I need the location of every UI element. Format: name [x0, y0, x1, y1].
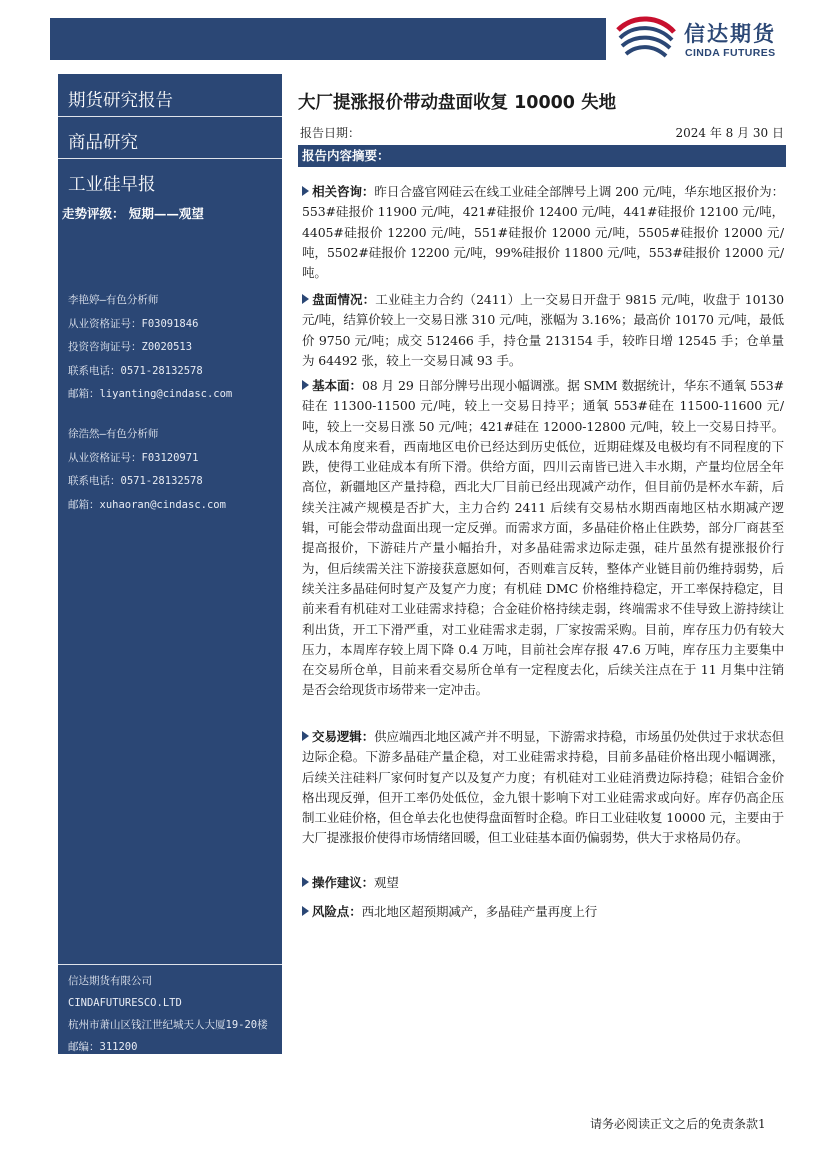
sidebar: [58, 74, 282, 1054]
section-body: 供应端西北地区减产并不明显，下游需求持稳，市场虽仍处供过于求状态但边际企稳。下游多晶硅产量企稳，对工业硅需求持稳，目前多晶硅价格出现小幅调涨，后续关注硅料厂家何时复产以及复产力度；有机硅对工业硅消费边际持稳；硅铝合金价格出现反弹，但开工率仍处低位，金九银十影响下对工业硅需求或向好。库存仍高企压制工业硅价格，但仓单去化也使得盘面暂时企稳。昨日工业硅收复 10000 元，主要由于大厂提涨报价使得市场情绪回暖，但工业硅基本面仍偏弱势，供大于求格局仍存。: [302, 729, 784, 846]
sidebar-title-report-type: 期货研究报告: [68, 91, 173, 111]
section-lead: 基本面：: [312, 378, 362, 393]
analyst-qualification: 从业资格证号：F03091846: [68, 317, 199, 330]
section-trading-logic: [302, 727, 784, 849]
section-body: 观望: [374, 875, 399, 890]
section-body: 西北地区超预期减产，多晶硅产量再度上行: [361, 904, 598, 919]
section-related-news: [302, 182, 784, 283]
sidebar-divider: [58, 964, 282, 965]
section-body: 工业硅主力合约（2411）上一交易日开盘于 9815 元/吨，收盘于 10130 元/吨，结算价较上一交易日涨 310 元/吨，涨幅为 3.16%；最高价 10170 元/吨，最低价 9750 元/吨；成交 512466 手，持仓量 213154 手，较昨日增 12545 手；仓单量为 64492 张，较上一交易日减 93 手。: [302, 292, 784, 368]
triangle-bullet-icon: [302, 294, 309, 304]
company-site: CINDAFUTURESCO.LTD: [68, 997, 182, 1009]
analyst-email: 邮箱：liyanting@cindasc.com: [68, 388, 233, 400]
sidebar-title-product: 工业硅早报: [68, 175, 156, 195]
analyst-card-2: [68, 423, 226, 517]
analyst-name: 李艳婷—有色分析师: [68, 294, 159, 306]
logo-chinese-text: 信达期货: [684, 23, 776, 46]
company-info: [68, 970, 268, 1058]
sidebar-title-category: 商品研究: [68, 133, 138, 153]
section-lead: 相关咨询：: [312, 184, 375, 199]
section-lead: 操作建议：: [312, 875, 375, 890]
report-title: 大厂提涨报价带动盘面收复 10000 失地: [298, 93, 617, 113]
trend-rating: 走势评级： 短期——观望: [62, 206, 204, 221]
company-address: 杭州市萧山区钱江世纪城天人大厦19-20楼: [68, 1019, 268, 1031]
company-name: 信达期货有限公司: [68, 975, 152, 987]
footer-disclaimer: 请务必阅读正文之后的免责条款1: [590, 1117, 766, 1131]
triangle-bullet-icon: [302, 186, 309, 196]
section-risk: [302, 902, 784, 922]
sidebar-divider: [58, 158, 282, 159]
triangle-bullet-icon: [302, 731, 309, 741]
header-banner: [50, 18, 606, 60]
report-date-value: 2024 年 8 月 30 日: [675, 126, 784, 140]
triangle-bullet-icon: [302, 877, 309, 887]
triangle-bullet-icon: [302, 906, 309, 916]
section-lead: 盘面情况：: [312, 292, 376, 307]
section-lead: 交易逻辑：: [312, 729, 375, 744]
section-body: 08 月 29 日部分牌号出现小幅调涨。据 SMM 数据统计，华东不通氧 553#硅在 11300-11500 元/吨，较上一交易日持平；通氧 553#硅在 11500-11600 元/吨，较上一交易日涨 50 元/吨；421#硅在 12000-12800 元/吨，较上一交易日持平。从成本角度来看，西南地区电价已经达到历史低位，近期硅煤及电极均有不同程度的下跌，使得工业硅成本有所下滑。供给方面，四川云南皆已进入丰水期，产量均位居全年高位，新疆地区产量持稳，西北大厂目前已经出现减产动作，但目前仍是杯水车薪，后续关注减产规模是否扩大，主力合约 2411 后续有交易枯水期西南地区枯水期减产逻辑，可能会带动盘面出现一定反弹。而需求方面，多晶硅价格止住跌势，部分厂商甚至提高报价，下游硅片产量小幅抬升，对多晶硅需求边际走强，硅片虽然有提涨报价行为，但后续需关注下游接获意愿如何，否则难言反转，整体产业链目前仍维持弱势，后续关注多晶硅何时复产及复产力度；有机硅 DMC 价格维持稳定，开工率保持稳定，目前来看有机硅对工业硅需求持稳；合金硅价格持续走弱，终端需求不佳导致上游持续让利出货，开工下滑严重，对工业硅需求走弱，厂家按需采购。目前，库存压力仍有较大压力，本周库存较上周下降 0.4 万吨，目前社会库存报 47.6 万吨，库存压力主要集中在交易所仓单，目前来看交易所仓单有一定程度去化，后续关注点在于 11 月集中注销是否会给现货市场带来一定冲击。: [302, 378, 784, 698]
logo-english-text: CINDA FUTURES: [685, 47, 776, 59]
summary-header: 报告内容摘要：: [298, 145, 786, 167]
analyst-card-1: [68, 289, 232, 407]
section-lead: 风险点：: [312, 904, 362, 919]
section-body: 昨日合盛官网硅云在线工业硅全部牌号上调 200 元/吨，华东地区报价为：553#硅报价 11900 元/吨，421#硅报价 12400 元/吨，441#硅报价 12100 元/吨，4405#硅报价 12200 元/吨，551#硅报价 12000 元/吨，5505#硅报价 12000 元/吨，5502#硅报价 12200 元/吨，99%硅报价 11800 元/吨，553#硅报价 12000 元/吨。: [302, 184, 784, 281]
cinda-logo-icon: [614, 16, 676, 60]
analyst-email: 邮箱：xuhaoran@cindasc.com: [68, 498, 226, 511]
section-market-status: [302, 290, 784, 371]
analyst-name: 徐浩然—有色分析师: [68, 428, 159, 440]
analyst-qualification: 从业资格证号：F03120971: [68, 451, 199, 464]
section-fundamentals: [302, 376, 784, 701]
section-advice: [302, 873, 784, 893]
analyst-phone: 联系电话：0571-28132578: [68, 475, 203, 487]
analyst-investment-license: 投资咨询证号：Z0020513: [68, 341, 193, 353]
triangle-bullet-icon: [302, 380, 309, 390]
company-logo: [614, 16, 804, 60]
company-postcode: 邮编：311200: [68, 1041, 138, 1053]
analyst-phone: 联系电话：0571-28132578: [68, 364, 203, 377]
report-date-label: 报告日期：: [300, 126, 361, 140]
sidebar-divider: [58, 116, 282, 117]
